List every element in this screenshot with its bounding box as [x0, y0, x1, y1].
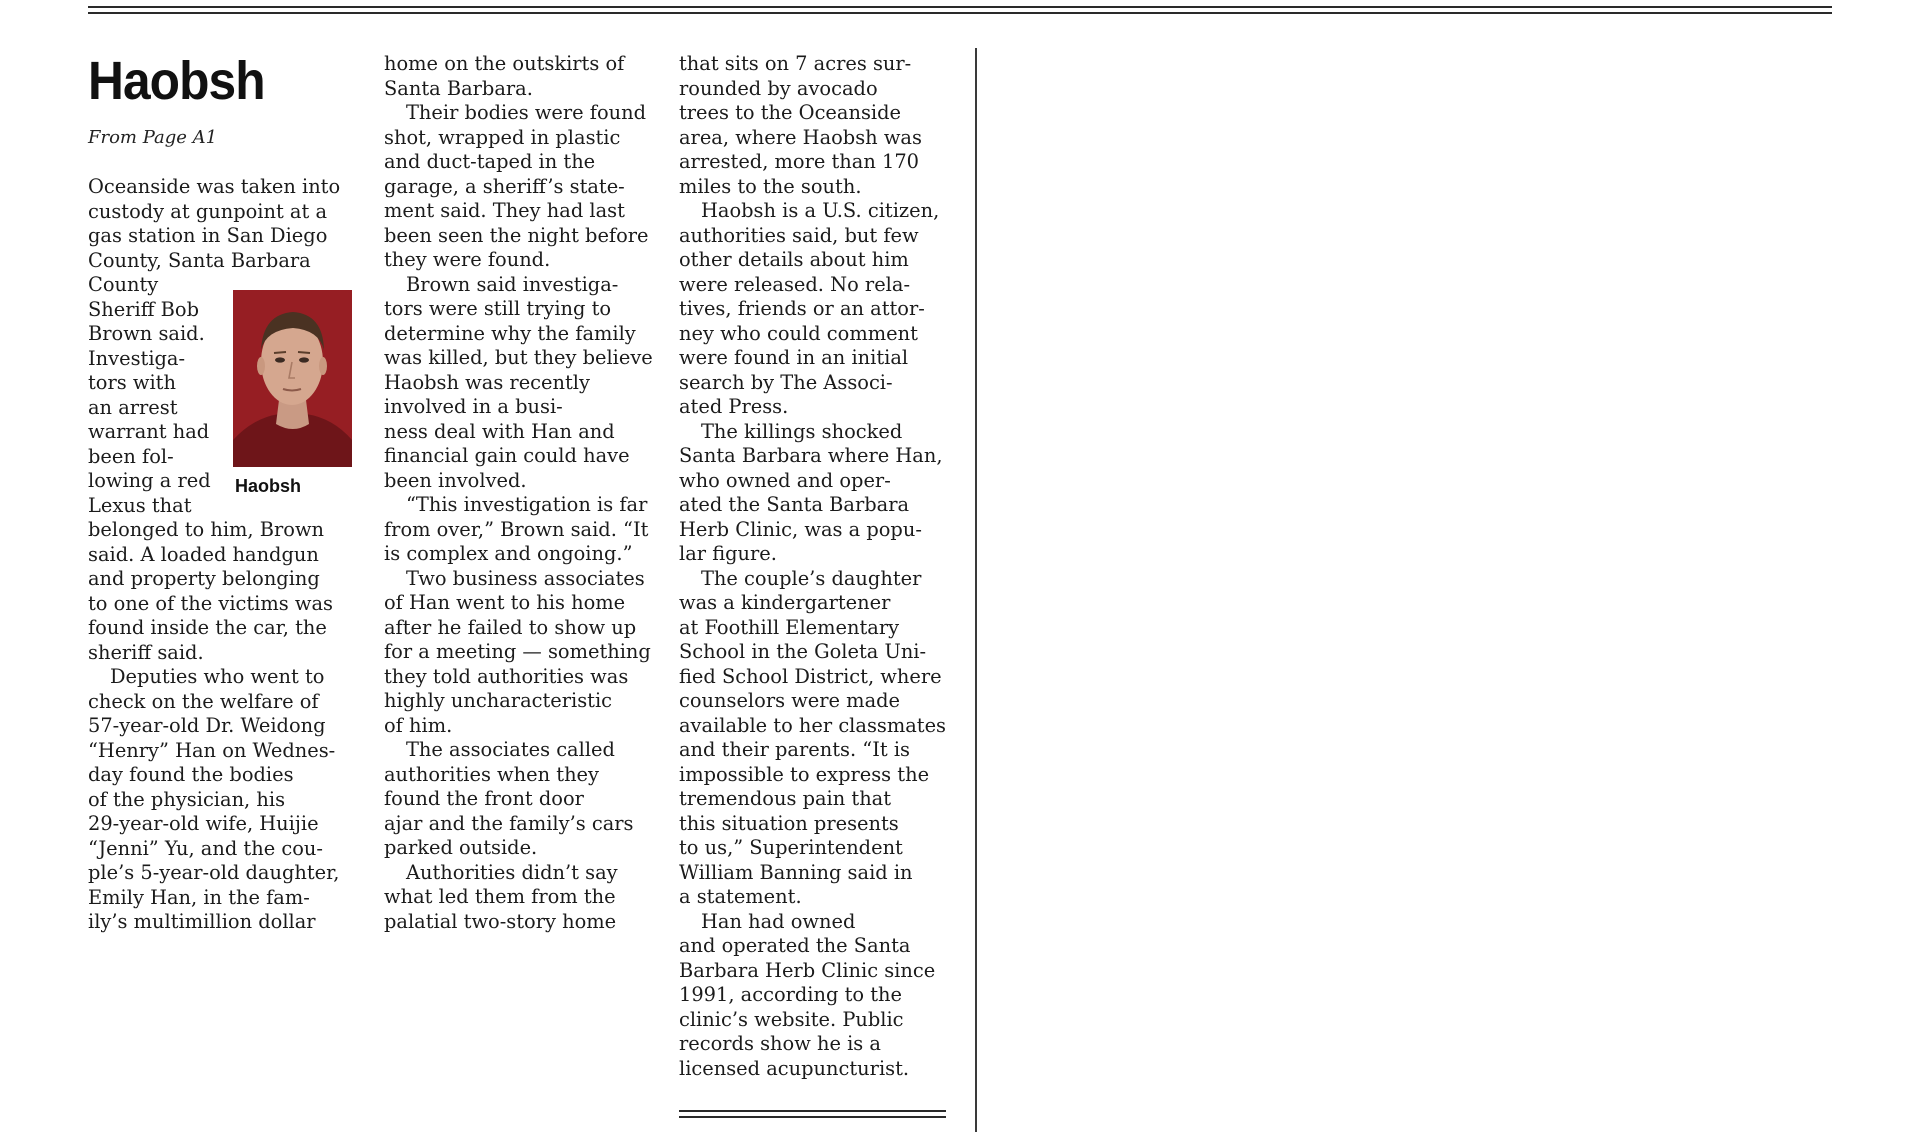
- text-line: tremendous pain that: [679, 787, 892, 810]
- text-line: for a meeting — something: [384, 640, 651, 663]
- article-headline: Haobsh: [88, 51, 265, 111]
- text-line: Brown said investiga-: [406, 272, 619, 296]
- text-line: was killed, but they believe: [384, 346, 653, 369]
- text-line: ple’s 5-year-old daughter,: [88, 861, 340, 884]
- text-line: tors with: [88, 371, 176, 394]
- article-column-1: [88, 175, 384, 935]
- text-line: ment said. They had last: [384, 199, 625, 222]
- text-line: day found the bodies: [88, 763, 294, 786]
- text-line: financial gain could have: [384, 444, 630, 467]
- article-column-2: [384, 52, 680, 934]
- text-line: involved in a busi-: [384, 395, 563, 418]
- text-line: arrested, more than 170: [679, 150, 920, 173]
- text-line: were found in an initial: [679, 346, 909, 369]
- text-line: shot, wrapped in plastic: [384, 125, 621, 149]
- end-double-rule: [679, 1110, 946, 1118]
- text-line: of the physician, his: [88, 787, 286, 811]
- text-line: The couple’s daughter: [701, 566, 922, 590]
- text-line: 1991, according to the: [679, 983, 902, 1006]
- text-line: County, Santa Barbara: [88, 248, 311, 272]
- text-line: Santa Barbara.: [384, 76, 533, 100]
- text-line: and their parents. “It is: [679, 738, 910, 761]
- text-line: fied School District, where: [679, 664, 942, 688]
- article-column-3: [679, 52, 975, 1081]
- text-line: other details about him: [679, 248, 909, 271]
- text-line: miles to the south.: [679, 174, 862, 198]
- text-line: Herb Clinic, was a popu-: [679, 517, 922, 541]
- text-line: Authorities didn’t say: [406, 860, 618, 884]
- text-line: 29-year-old wife, Huijie: [88, 812, 319, 835]
- photo-caption: Haobsh: [235, 476, 302, 496]
- text-line: they told authorities was: [384, 664, 629, 688]
- text-line: been seen the night before: [384, 223, 649, 247]
- text-line: been fol-: [88, 444, 174, 468]
- text-line: available to her classmates: [679, 713, 947, 737]
- text-line: rounded by avocado: [679, 76, 878, 100]
- text-line: “This investigation is far: [406, 493, 648, 516]
- text-line: Haobsh was recently: [384, 370, 590, 394]
- text-line: impossible to express the: [679, 762, 930, 786]
- text-line: is complex and ongoing.”: [384, 542, 633, 565]
- text-line: and property belonging: [88, 567, 320, 590]
- text-line: “Henry” Han on Wednes-: [88, 738, 336, 762]
- text-line: check on the welfare of: [88, 689, 319, 713]
- text-line: Their bodies were found: [406, 101, 647, 124]
- mugshot-photo: [233, 290, 352, 467]
- text-line: belonged to him, Brown: [88, 518, 325, 541]
- text-line: that sits on 7 acres sur-: [679, 52, 912, 75]
- text-line: County: [88, 273, 159, 296]
- text-line: ated the Santa Barbara: [679, 493, 910, 516]
- text-line: sheriff said.: [88, 640, 204, 664]
- text-line: tives, friends or an attor-: [679, 297, 925, 320]
- text-line: records show he is a: [679, 1032, 881, 1055]
- text-line: lar figure.: [679, 542, 777, 565]
- text-line: to one of the victims was: [88, 591, 333, 615]
- text-line: they were found.: [384, 248, 551, 271]
- text-line: an arrest: [88, 395, 178, 419]
- text-line: highly uncharacteristic: [384, 689, 613, 712]
- text-line: ness deal with Han and: [384, 419, 615, 443]
- text-line: authorities when they: [384, 762, 599, 786]
- text-line: 57-year-old Dr. Weidong: [88, 714, 326, 737]
- text-line: School in the Goleta Uni-: [679, 640, 927, 663]
- text-line: of him.: [384, 713, 453, 737]
- text-line: tors were still trying to: [384, 297, 612, 320]
- text-line: found inside the car, the: [88, 616, 327, 639]
- text-line: garage, a sheriff’s state-: [384, 174, 625, 198]
- text-line: counselors were made: [679, 689, 901, 712]
- text-line: parked outside.: [384, 836, 538, 859]
- text-line: trees to the Oceanside: [679, 101, 901, 124]
- text-line: authorities said, but few: [679, 223, 919, 247]
- text-line: Haobsh is a U.S. citizen,: [701, 199, 940, 222]
- text-line: said. A loaded handgun: [88, 542, 319, 566]
- text-line: who owned and oper-: [679, 468, 891, 492]
- text-line: Brown said.: [88, 322, 205, 345]
- text-line: this situation presents: [679, 811, 899, 835]
- text-line: Two business associates: [406, 566, 645, 590]
- text-line: from over,” Brown said. “It: [384, 517, 649, 541]
- text-line: palatial two-story home: [384, 909, 617, 933]
- jump-line: From Page A1: [88, 127, 218, 148]
- text-line: The killings shocked: [701, 419, 903, 443]
- text-line: Lexus that: [88, 493, 192, 517]
- text-line: found the front door: [384, 787, 584, 810]
- text-line: William Banning said in: [679, 860, 913, 884]
- text-line: after he failed to show up: [384, 615, 637, 639]
- text-line: was a kindergartener: [679, 591, 891, 614]
- text-line: gas station in San Diego: [88, 224, 328, 247]
- text-line: Han had owned: [701, 909, 856, 933]
- text-line: search by The Associ-: [679, 370, 893, 394]
- text-line: been involved.: [384, 468, 527, 492]
- text-line: at Foothill Elementary: [679, 615, 900, 639]
- top-double-rule: [88, 6, 1832, 14]
- text-line: ajar and the family’s cars: [384, 811, 634, 835]
- text-line: area, where Haobsh was: [679, 125, 922, 149]
- text-line: lowing a red: [88, 469, 211, 492]
- text-line: warrant had: [88, 420, 210, 443]
- text-line: of Han went to his home: [384, 591, 626, 614]
- text-line: licensed acupuncturist.: [679, 1056, 910, 1080]
- text-line: Barbara Herb Clinic since: [679, 958, 936, 982]
- column-divider: [975, 48, 977, 1132]
- text-line: custody at gunpoint at a: [88, 199, 328, 223]
- text-line: Investiga-: [88, 346, 186, 370]
- portrait-illustration: [233, 290, 352, 467]
- text-line: and operated the Santa: [679, 934, 911, 957]
- text-line: and duct-taped in the: [384, 150, 596, 173]
- text-line: determine why the family: [384, 321, 636, 345]
- text-line: what led them from the: [384, 885, 616, 908]
- text-line: Emily Han, in the fam-: [88, 885, 310, 909]
- text-line: were released. No rela-: [679, 272, 910, 296]
- text-line: Sheriff Bob: [88, 297, 199, 321]
- text-line: home on the outskirts of: [384, 52, 625, 75]
- text-line: Santa Barbara where Han,: [679, 444, 943, 467]
- text-line: clinic’s website. Public: [679, 1007, 904, 1031]
- text-line: Deputies who went to: [110, 665, 325, 688]
- text-line: to us,” Superintendent: [679, 836, 903, 859]
- text-line: “Jenni” Yu, and the cou-: [88, 836, 323, 860]
- text-line: Oceanside was taken into: [88, 175, 341, 198]
- text-line: ney who could comment: [679, 321, 918, 345]
- text-line: ated Press.: [679, 395, 789, 418]
- text-line: The associates called: [406, 738, 615, 761]
- text-line: ily’s multimillion dollar: [88, 910, 316, 933]
- text-line: a statement.: [679, 885, 802, 908]
